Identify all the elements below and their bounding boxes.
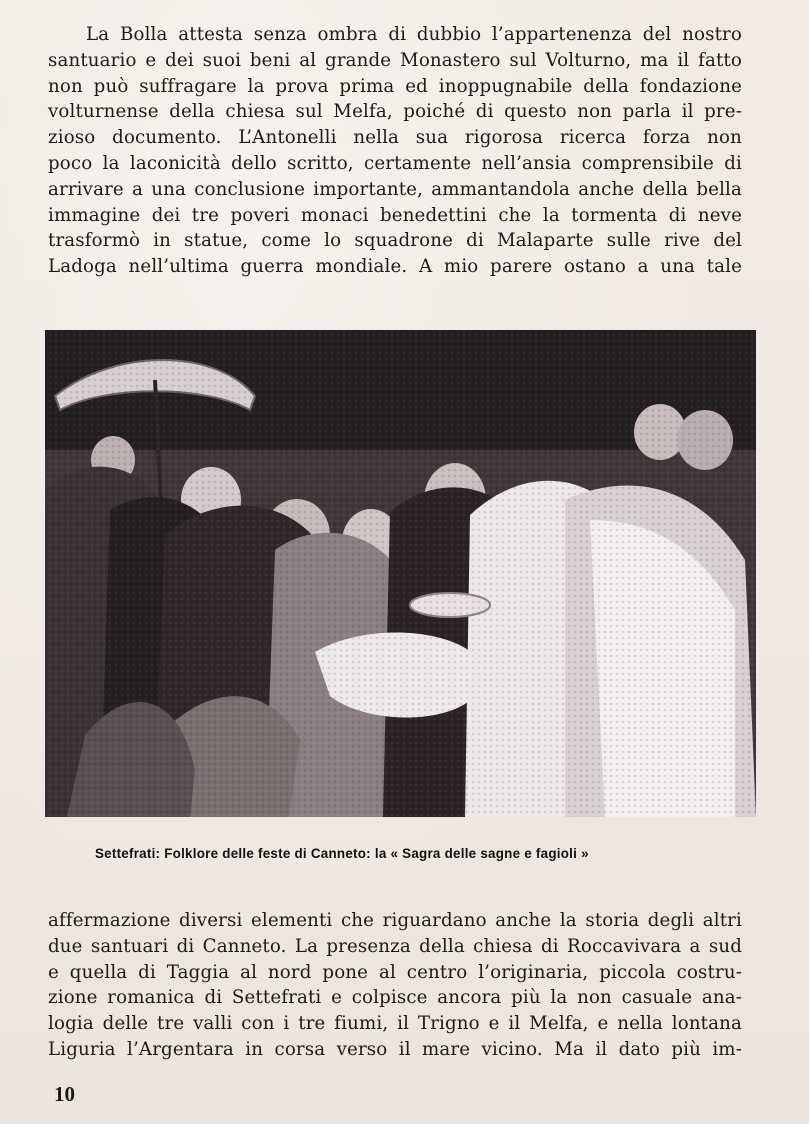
photo-caption: Settefrati: Folklore delle feste di Canneto: la « Sagra delle sagne e fagioli » xyxy=(95,846,589,861)
top-paragraph-line: non può suffragare la prova prima ed inoppugnabile della fondazione xyxy=(48,75,742,97)
top-paragraph-line: santuario e dei suoi beni al grande Monastero sul Volturno, ma il fatto xyxy=(48,49,742,71)
festival-photo xyxy=(45,330,756,817)
top-paragraph-line: volturnense della chiesa sul Melfa, poiché di questo non parla il pre- xyxy=(48,101,742,123)
bottom-paragraph-line: logia delle tre valli con i tre fiumi, il Trigno e il Melfa, e nella lontana xyxy=(48,1013,742,1035)
page-number: 10 xyxy=(54,1082,75,1106)
bottom-paragraph-line: due santuari di Canneto. La presenza della chiesa di Roccavivara a sud xyxy=(48,935,742,957)
top-paragraph xyxy=(48,22,742,280)
bottom-paragraph-line: Liguria l’Argentara in corsa verso il mare vicino. Ma il dato più im- xyxy=(48,1038,742,1060)
top-paragraph-line: immagine dei tre poveri monaci benedettini che la tormenta di neve xyxy=(48,204,742,226)
bottom-paragraph-line: e quella di Taggia al nord pone al centro l’originaria, piccola costru- xyxy=(48,961,742,983)
top-paragraph-line: zioso documento. L’Antonelli nella sua rigorosa ricerca forza non xyxy=(48,127,742,149)
top-paragraph-line: La Bolla attesta senza ombra di dubbio l’appartenenza del nostro xyxy=(86,24,742,45)
top-paragraph-line: trasformò in statue, come lo squadrone di Malaparte sulle rive del xyxy=(48,230,742,252)
top-paragraph-line: arrivare a una conclusione importante, ammantandola anche della bella xyxy=(48,178,742,200)
bottom-paragraph xyxy=(48,908,742,1063)
top-paragraph-line: poco la laconicità dello scritto, certamente nell’ansia comprensibile di xyxy=(48,152,742,174)
top-paragraph-line: Ladoga nell’ultima guerra mondiale. A mio parere ostano a una tale xyxy=(48,256,742,278)
bottom-paragraph-line: affermazione diversi elementi che riguardano anche la storia degli altri xyxy=(48,910,742,931)
bottom-paragraph-line: zione romanica di Settefrati e colpisce ancora più la non casuale ana- xyxy=(48,987,742,1009)
festival-photo-illustration xyxy=(45,330,756,817)
